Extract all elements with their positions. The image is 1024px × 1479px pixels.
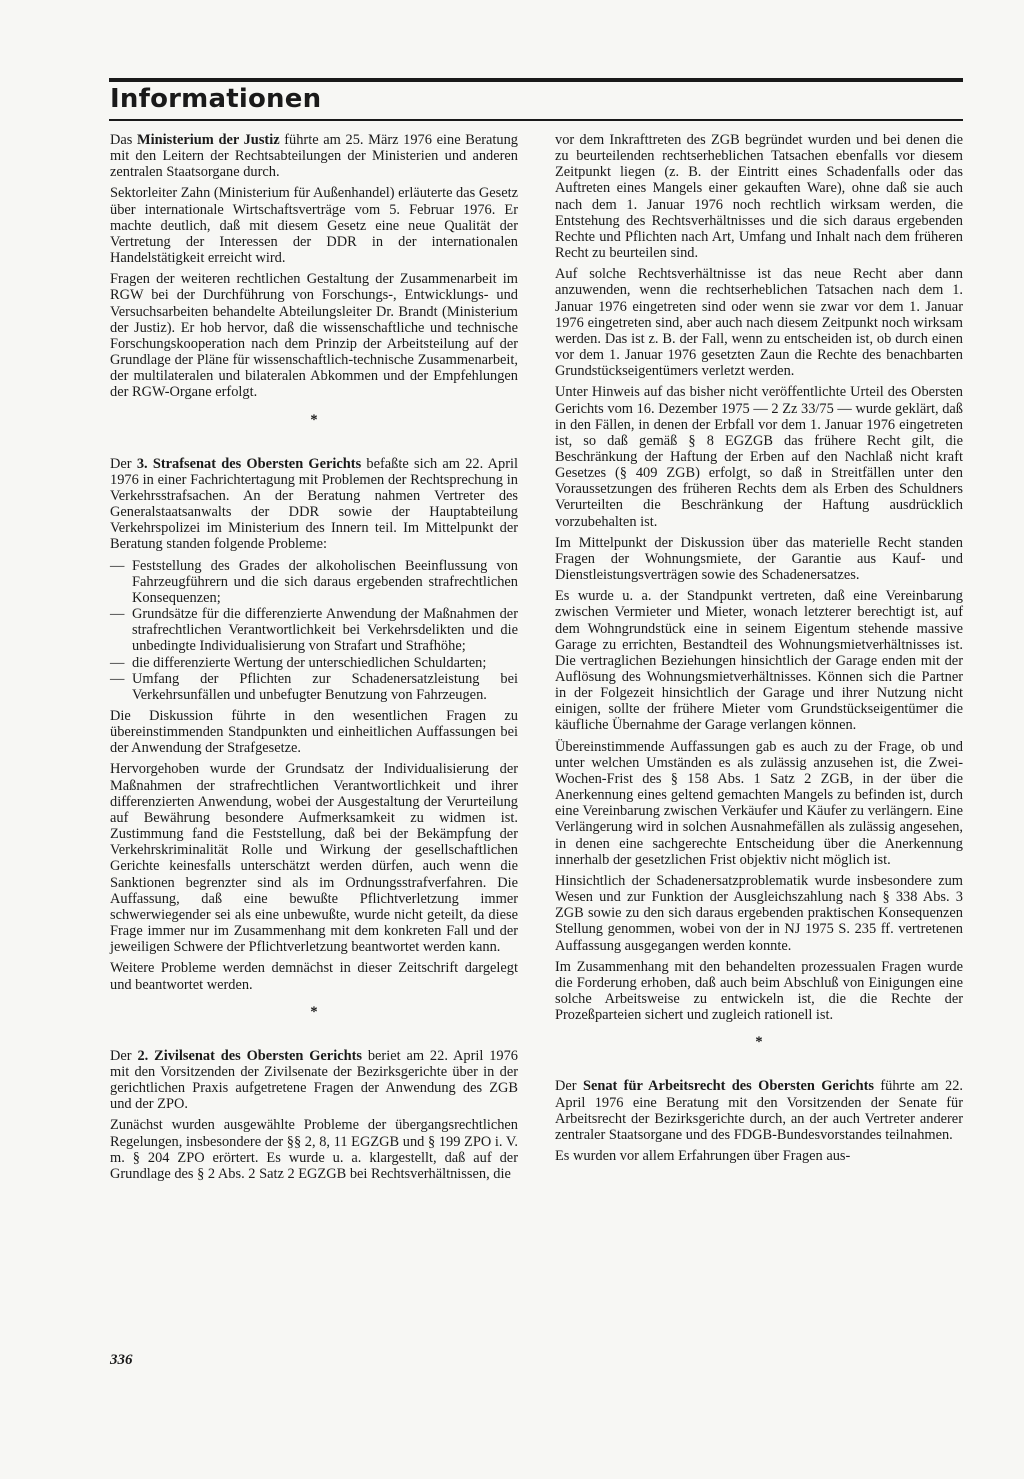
header-rule-top: [109, 78, 963, 82]
paragraph: Der Senat für Arbeitsrecht des Obersten Gerichts führte am 22. April 1976 eine Beratung mit den Vorsitzenden der Senate für Arbeitsrecht der Bezirksgerichte durch, an der auch Vertreter anderer zentraler Staatsorgane und des FDGB-Bundesvorstandes teilnahmen.: [555, 1078, 963, 1143]
institution-name: Ministerium der Justiz: [137, 132, 280, 148]
paragraph: Sektorleiter Zahn (Ministerium für Außenhandel) erläuterte das Gesetz über internationale Wirtschaftsverträge vom 5. Februar 1976. Er machte deutlich, daß mit diesem Gesetz eine neue Qualität der Vertretung der Interessen der DDR in der internationalen Handelstätigkeit erreicht wird.: [110, 185, 518, 267]
section-civil-senate: [110, 1048, 518, 1182]
section-labor-senate: [555, 1078, 963, 1164]
paragraph: Fragen der weiteren rechtlichen Gestaltung der Zusammenarbeit im RGW bei der Durchführung von Forschungs-, Entwicklungs- und Versuchsarbeiten behandelte Abteilungsleiter Dr. Brandt (Ministerium der Justiz). Er hob hervor, daß die wissenschaftliche und technische Forschungskooperation nach dem Prinzip der Arbeitsteilung auf der Grundlage der Pläne für wissenschaftlich-technische Zusammenarbeit, der multilateralen und bilateralen Abkommen und der Empfehlungen der RGW-Organe erfolgt.: [110, 271, 518, 401]
section-justice-ministry: [110, 132, 518, 401]
paragraph: Hervorgehoben wurde der Grundsatz der Individualisierung der Maßnahmen der strafrechtlichen Verantwortlichkeit und ihrer differenzierten Anwendung, wobei der Ausgestaltung der Verurteilung auf Bewährung besondere Aufmerksamkeit zu widmen ist. Zustimmung fand die Feststellung, daß bei der Bekämpfung der Verkehrskriminalität Rolle und Wirkung der gesellschaftlichen Gerichte keinesfalls unterschätzt werden dürfen, auch wenn die Sanktionen begrenzter sind als im Ordnungsstrafverfahren. Die Auffassung, daß eine bewußte Pflichtverletzung immer schwerwiegender sei als eine unbewußte, wurde nicht geteilt, da diese Frage immer nur im Zusammenhang mit dem konkreten Fall und der jeweiligen Schwere der Pflichtverletzung beantwortet werden kann.: [110, 761, 518, 956]
paragraph: Hinsichtlich der Schadenersatzproblematik wurde insbesondere zum Wesen und zur Funktion der Ausgleichszahlung nach § 338 Abs. 3 ZGB sowie zu den sich daraus ergebenden praktischen Konsequenzen Stellung genommen, wobei von der in NJ 1975 S. 235 ff. vertretenen Auffassung ausgegangen werden konnte.: [555, 872, 963, 954]
paragraph: Die Diskussion führte in den wesentlichen Fragen zu übereinstimmenden Standpunkten und einheitlichen Auffassungen bei der Anwendung der Strafgesetze.: [110, 708, 518, 757]
paragraph: Im Mittelpunkt der Diskussion über das materielle Recht standen Fragen der Wohnungsmiete, der Garantie aus Kauf- und Dienstleistungsverträgen sowie des Schadenersatzes.: [555, 534, 963, 584]
page-number: 336: [110, 1352, 133, 1368]
section-separator: *: [310, 1003, 318, 1020]
paragraph: Der 3. Strafsenat des Obersten Gerichts befaßte sich am 22. April 1976 in einer Fachrichtertagung mit Problemen der Rechtsprechung in Verkehrsstrafsachen. An der Beratung nahmen Vertreter des Generalstaatsanwalts der DDR sowie der Hauptabteilung Verkehrspolizei im Ministerium des Innern teil. Im Mittelpunkt der Beratung standen folgende Probleme:: [110, 455, 518, 553]
problem-list: [110, 558, 518, 703]
list-item: — die differenzierte Wertung der unterschiedlichen Schuldarten;: [110, 655, 518, 671]
page-title: Informationen: [110, 84, 322, 114]
institution-name: 3. Strafsenat des Obersten Gerichts: [136, 455, 362, 472]
paragraph: Das Ministerium der Justiz führte am 25. März 1976 eine Beratung mit den Leitern der Rechtsabteilungen der Ministerien und anderen zentralen Staatsorgane durch.: [110, 132, 518, 181]
paragraph: Der 2. Zivilsenat des Obersten Gerichts beriet am 22. April 1976 mit den Vorsitzenden der Zivilsenate der Bezirksgerichte über in der gerichtlichen Praxis aufgetretene Fragen der Anwendung des ZGB und der ZPO.: [110, 1047, 519, 1113]
section-separator: *: [755, 1034, 763, 1051]
institution-name: Senat für Arbeitsrecht des Obersten Gerichts: [582, 1078, 874, 1095]
paragraph: Im Zusammenhang mit den behandelten prozessualen Fragen wurde die Forderung erhoben, daß auch beim Abschluß von Einigungen eine solche Arbeitsweise zu entwickeln ist, die die Rechte der Prozeßparteien sichert und zugleich rationell ist.: [555, 958, 963, 1024]
paragraph: Auf solche Rechtsverhältnisse ist das neue Recht aber dann anzuwenden, wenn die rechtserheblichen Tatsachen nach dem 1. Januar 1976 eingetreten sind oder wenn sie zwar vor dem 1. Januar 1976 eingetreten sind, aber auch nach diesem Zeitpunkt noch wirksam werden. Das ist z. B. der Fall, wenn zu entscheiden ist, ob durch einen vor dem 1. Januar 1976 gesetzten Zaun die Rechte des benachbarten Grundstückseigentümers verletzt werden.: [555, 266, 963, 380]
header-rule-bottom: [109, 119, 963, 121]
paragraph: Übereinstimmende Auffassungen gab es auch zu der Frage, ob und unter welchen Umständen es als zulässig anzusehen ist, die Zwei-Wochen-Frist des § 158 Abs. 1 Satz 2 ZGB, in der über die Anerkennung eines geltend gemachten Mangels zu befinden ist, durch eine Vereinbarung zwischen Verkäufer und Käufer zu verlängern. Eine Verlängerung wird in solchen Ausnahmefällen als zulässig angesehen, in denen eine sachgerechte Entscheidung über die Anerkennung innerhalb der gesetzlichen Frist objektiv nicht möglich ist.: [555, 738, 963, 868]
section-civil-senate-continued: [555, 132, 963, 1023]
section-separator: *: [310, 411, 318, 428]
paragraph: Es wurden vor allem Erfahrungen über Fragen aus-: [555, 1148, 851, 1165]
paragraph: Weitere Probleme werden demnächst in dieser Zeitschrift dargelegt und beantwortet werden.: [110, 960, 518, 993]
paragraph: Unter Hinweis auf das bisher nicht veröffentlichte Urteil des Obersten Gerichts vom 16. Dezember 1975 — 2 Zz 33/75 — wurde geklärt, daß in den Fällen, in denen der Erbfall vor dem 1. Januar 1976 eingetreten ist, so daß gemäß § 8 EGZGB das frühere Recht gilt, die Beschränkung der Haftung der Erben auf den Nachlaß nicht kraft Gesetzes (§ 409 ZGB) erfolgt, so daß in Streitfällen unter den Voraussetzungen des früheren Rechts dem als Erben des Schuldners Verurteilten die Beschränkung der Haftung ausdrücklich vorzubehalten ist.: [555, 384, 963, 530]
list-item: — Umfang der Pflichten zur Schadenersatzleistung bei Verkehrsunfällen und unbefugter Benutzung von Fahrzeugen.: [110, 671, 518, 703]
list-item: — Grundsätze für die differenzierte Anwendung der Maßnahmen der strafrechtlichen Verantwortlichkeit bei Verkehrsdelikten und die unbedingte Individualisierung von Strafart und Strafhöhe;: [110, 606, 518, 654]
institution-name: 2. Zivilsenat des Obersten Gerichts: [137, 1047, 362, 1064]
left-column: [110, 132, 518, 1187]
paragraph: Es wurde u. a. der Standpunkt vertreten, daß eine Vereinbarung zwischen Vermieter und Mieter, wonach letzterer berechtigt ist, auf dem Wohngrundstück eine in seinem Eigentum stehende massive Garage zu errichten, Bestandteil des Wohnungsmietverhältnisses ist. Die vertraglichen Beziehungen hinsichtlich der Garage enden mit der Auflösung des Wohnungsmietverhältnisses. Können sich die Partner in der Folgezeit hinsichtlich der Garage und ihrer Nutzung nicht einigen, sollte der frühere Mieter vom Grundstückseigentümer die käufliche Übernahme der Garage verlangen können.: [555, 588, 963, 734]
list-item: — Feststellung des Grades der alkoholischen Beeinflussung von Fahrzeugführern und die sich daraus ergebenden strafrechtlichen Konsequenzen;: [110, 558, 518, 606]
right-column: [555, 132, 963, 1169]
section-criminal-senate: [110, 456, 518, 993]
paragraph: vor dem Inkrafttreten des ZGB begründet wurden und bei denen die zu beurteilenden rechtserheblichen Tatsachen ebenfalls vor diesem Zeitpunkt liegen (z. B. der Eintritt eines Schadenfalls oder das Auftreten eines Mangels einer gekauften Ware), ohne daß sie auch nach dem 1. Januar 1976 noch rechtlich wirksam werden, die Entstehung des Rechtsverhältnisses und die sich daraus ergebenden Rechte und Pflichten nach Art, Umfang und Inhalt nach dem früheren Recht zu beurteilen sind.: [555, 132, 963, 262]
paragraph: Zunächst wurden ausgewählte Probleme der übergangsrechtlichen Regelungen, insbesondere der §§ 2, 8, 11 EGZGB und § 199 ZPO i. V. m. § 204 ZPO erörtert. Es wurde u. a. klargestellt, daß auf der Grundlage des § 2 Abs. 2 Satz 2 EGZGB bei Rechtsverhältnissen, die: [110, 1117, 518, 1182]
